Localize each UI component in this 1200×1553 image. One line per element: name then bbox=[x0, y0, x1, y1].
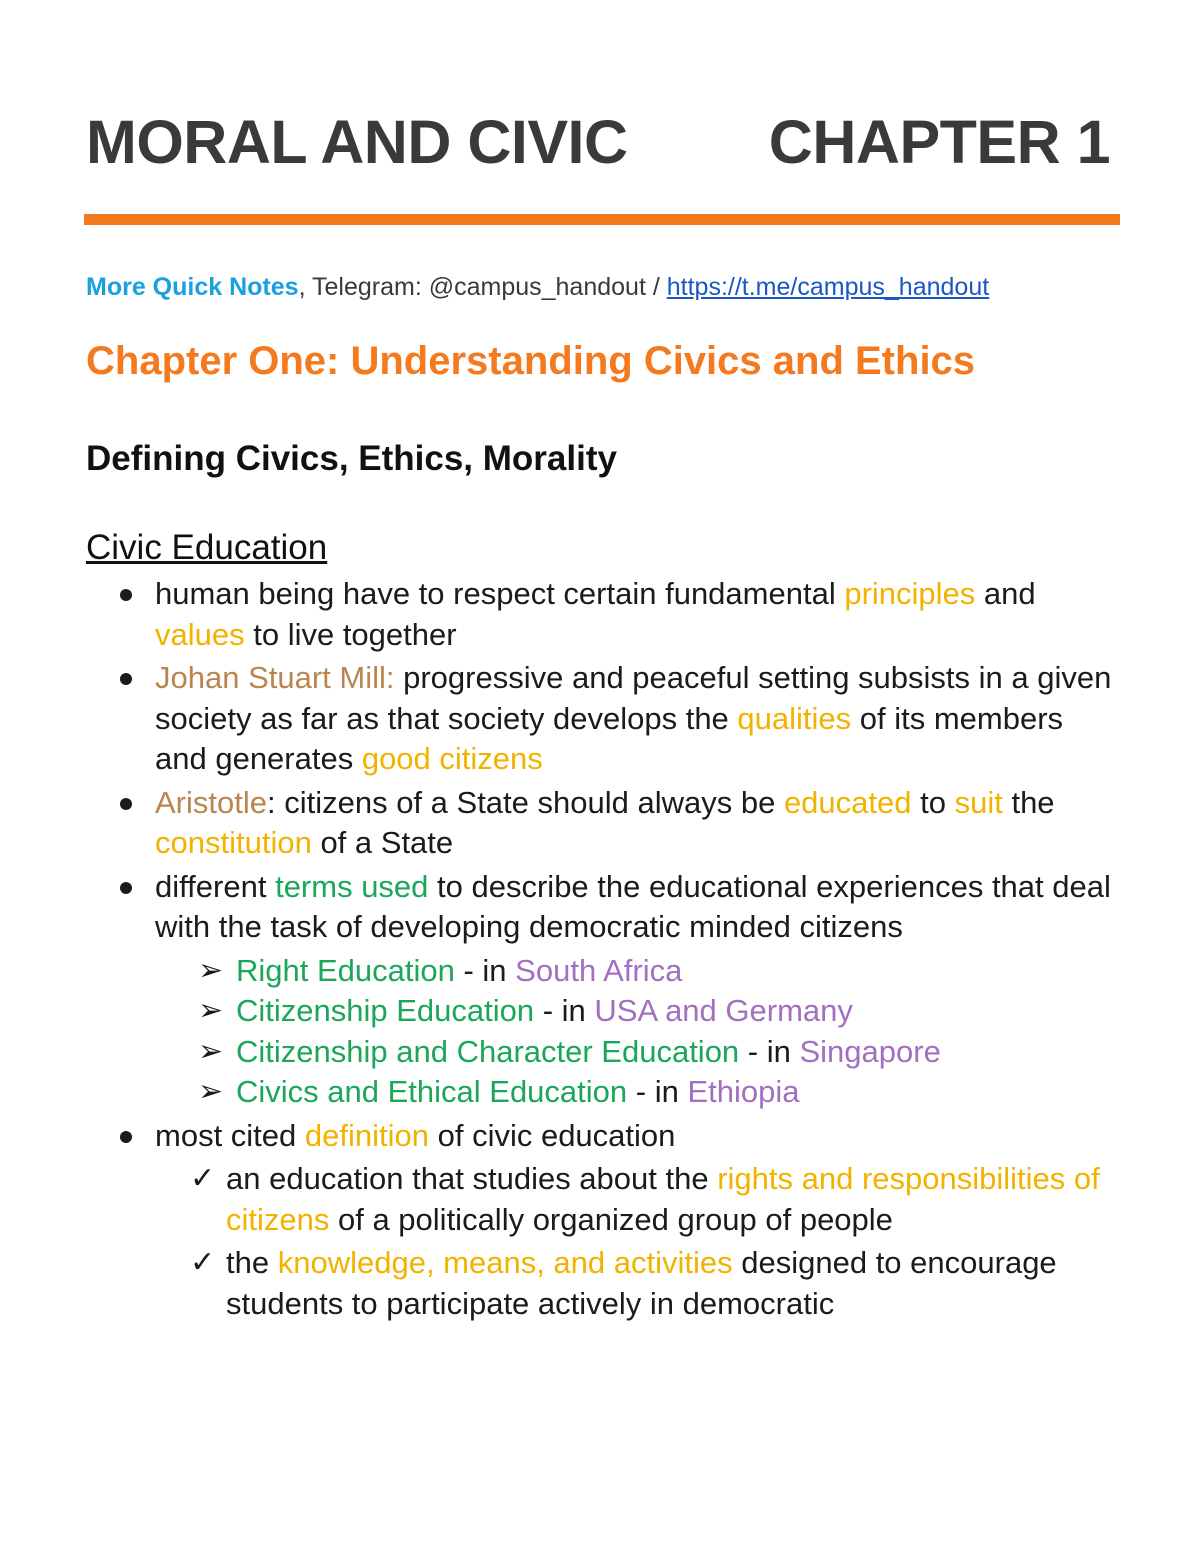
list-item: human being have to respect certain fundamental principles and values to live together bbox=[0, 574, 1115, 655]
arrow-bullet-icon: ➢ bbox=[198, 993, 224, 1028]
page-title bbox=[86, 106, 1110, 178]
bullet-dot-icon bbox=[120, 882, 132, 894]
bullet-dot-icon bbox=[120, 798, 132, 810]
keyword: principles bbox=[844, 576, 976, 611]
list-item: different terms used to describe the educational experiences that deal with the task of developing democratic minded citizens bbox=[0, 867, 1115, 948]
content-body bbox=[0, 574, 1200, 1327]
term-place: South Africa bbox=[515, 952, 683, 988]
telegram-link[interactable]: https://t.me/campus_handout bbox=[666, 273, 990, 301]
keyword: suit bbox=[954, 784, 1003, 820]
term-item: ➢ Right Education - in South Africa bbox=[0, 951, 1200, 992]
bullet-dot-icon bbox=[120, 589, 132, 601]
bullet-dot-icon bbox=[120, 1131, 132, 1143]
term-item: ➢ Citizenship Education - in USA and Germany bbox=[0, 991, 1200, 1032]
keyword: values bbox=[155, 616, 245, 652]
term-place: USA and Germany bbox=[594, 993, 853, 1028]
quick-notes-line bbox=[86, 270, 989, 304]
keyword: definition bbox=[304, 1117, 429, 1153]
title-divider bbox=[84, 214, 1120, 225]
keyword: educated bbox=[783, 784, 912, 820]
keyword: terms used bbox=[275, 868, 429, 904]
person-name: Aristotle bbox=[155, 784, 267, 820]
list-item: Aristotle: citizens of a State should always be educated to suit the constitution of a State bbox=[0, 783, 1115, 864]
telegram-text: , Telegram: @campus_handout / bbox=[298, 273, 667, 301]
keyword: constitution bbox=[155, 825, 312, 860]
chapter-heading: Chapter One: Understanding Civics and Ethics bbox=[86, 339, 976, 383]
arrow-bullet-icon: ➢ bbox=[198, 952, 224, 988]
civic-education-heading: Civic Education bbox=[86, 528, 328, 567]
list-item: most cited definition of civic education bbox=[0, 1116, 1115, 1157]
list-item: Johan Stuart Mill: progressive and peaceful setting subsists in a given society as far as that society develops the qualities of its members and generates good citizens bbox=[0, 658, 1115, 780]
term-name: Citizenship and Character Education bbox=[236, 1033, 740, 1069]
keyword: qualities bbox=[737, 700, 852, 736]
term-name: Citizenship Education bbox=[236, 993, 535, 1028]
keyword: rights and responsibilities of citizens bbox=[226, 1161, 1100, 1237]
title-left: MORAL AND CIVIC bbox=[86, 108, 628, 176]
term-name: Civics and Ethical Education bbox=[236, 1074, 628, 1109]
check-mark-icon: ✓ bbox=[190, 1161, 216, 1196]
bullet-dot-icon bbox=[120, 673, 132, 685]
check-mark-icon: ✓ bbox=[190, 1245, 216, 1280]
term-item: ➢ Citizenship and Character Education - in Singapore bbox=[0, 1032, 1200, 1073]
section-subtitle: Defining Civics, Ethics, Morality bbox=[86, 439, 617, 478]
arrow-bullet-icon: ➢ bbox=[198, 1074, 224, 1109]
term-place: Singapore bbox=[799, 1033, 941, 1069]
quick-notes-label: More Quick Notes bbox=[86, 273, 299, 301]
keyword: knowledge, means, and activities bbox=[277, 1245, 733, 1280]
person-name: Johan Stuart Mill: bbox=[155, 660, 395, 695]
term-place: Ethiopia bbox=[687, 1074, 800, 1109]
definition-item: ✓ an education that studies about the rights and responsibilities of citizens of a politically organized group of people bbox=[190, 1161, 1100, 1237]
title-right: CHAPTER 1 bbox=[768, 108, 1110, 176]
keyword: good citizens bbox=[361, 741, 543, 776]
term-item: ➢ Civics and Ethical Education - in Ethiopia bbox=[0, 1072, 1200, 1113]
definition-item: ✓ the knowledge, means, and activities designed to encourage students to participate actively in democratic bbox=[190, 1245, 1057, 1321]
term-name: Right Education bbox=[236, 952, 455, 988]
arrow-bullet-icon: ➢ bbox=[198, 1033, 224, 1069]
